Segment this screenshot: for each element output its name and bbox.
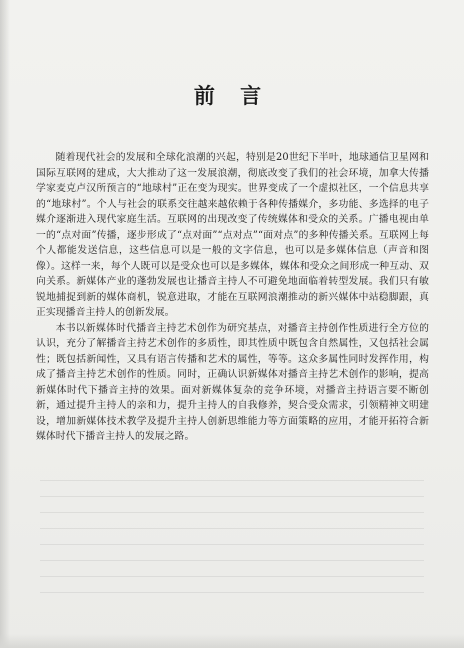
paragraph-2: 本书以新媒体时代播音主持艺术创作为研究基点，对播音主持创作性质进行全方位的认识，充分了解播音主持艺术创作的多质性，即其性质中既包含自然属性，又包括社会属性；既包括新闻性，又具有语言传播和艺术的属性，等等。这众多属性同时发挥作用，构成了播音主持艺术创作的性质。同时，正确认识新媒体对播音主持艺术创作的影响，提高新媒体时代下播音主持的效果。面对新媒体复杂的竞争环境，对播音主持语言要不断创新，通过提升主持人的亲和力，提升主持人的自我修养，契合受众需求，引领精神文明建设，增加新媒体技术教学及提升主持人创新思维能力等方面策略的应用，才能开拓符合新媒体时代下播音主持人的发展之路。 <box>36 322 429 442</box>
show-through-line <box>40 544 424 545</box>
show-through-line <box>40 592 424 593</box>
page-edge-shadow-bottom <box>0 634 464 648</box>
show-through-line <box>40 528 424 529</box>
show-through-lines <box>40 480 424 608</box>
show-through-line <box>40 560 424 561</box>
show-through-line <box>40 512 424 513</box>
page-title: 前 言 <box>193 83 271 108</box>
show-through-line <box>40 480 424 481</box>
show-through-line <box>40 496 424 497</box>
preface-body <box>36 150 429 445</box>
show-through-line <box>40 576 424 577</box>
paragraph-1: 随着现代社会的发展和全球化浪潮的兴起，特别是20世纪下半叶，地球通信卫星网和国际互联网的建成，大大推动了这一发展浪潮，彻底改变了我们的社会环境，加拿大传播学家麦克卢汉所预言的“地球村”正在变为现实。世界变成了一个虚拟社区，一个信息共享的“地球村”。个人与社会的联系交往越来越依赖于各种传播媒介，多功能、多选择的电子媒介逐渐进入现代家庭生活。互联网的出现改变了传统媒体和受众的关系。广播电视由单一的“点对面”传播，逐步形成了“点对面”“点对点”“面对点”的多种传播关系。互联网上每个人都能发送信息，这些信息可以是一般的文字信息，也可以是多媒体信息（声音和图像）。这样一来，每个人既可以是受众也可以是多媒体，媒体和受众之间形成一种互动、双向关系。新媒体产业的蓬勃发展也让播音主持人不可避免地面临着转型发展。我们只有敏锐地捕捉到新的媒体商机，锐意进取，才能在互联网浪潮推动的新兴媒体中站稳脚跟，真正实现播音主持人的创新发展。 <box>36 152 429 318</box>
